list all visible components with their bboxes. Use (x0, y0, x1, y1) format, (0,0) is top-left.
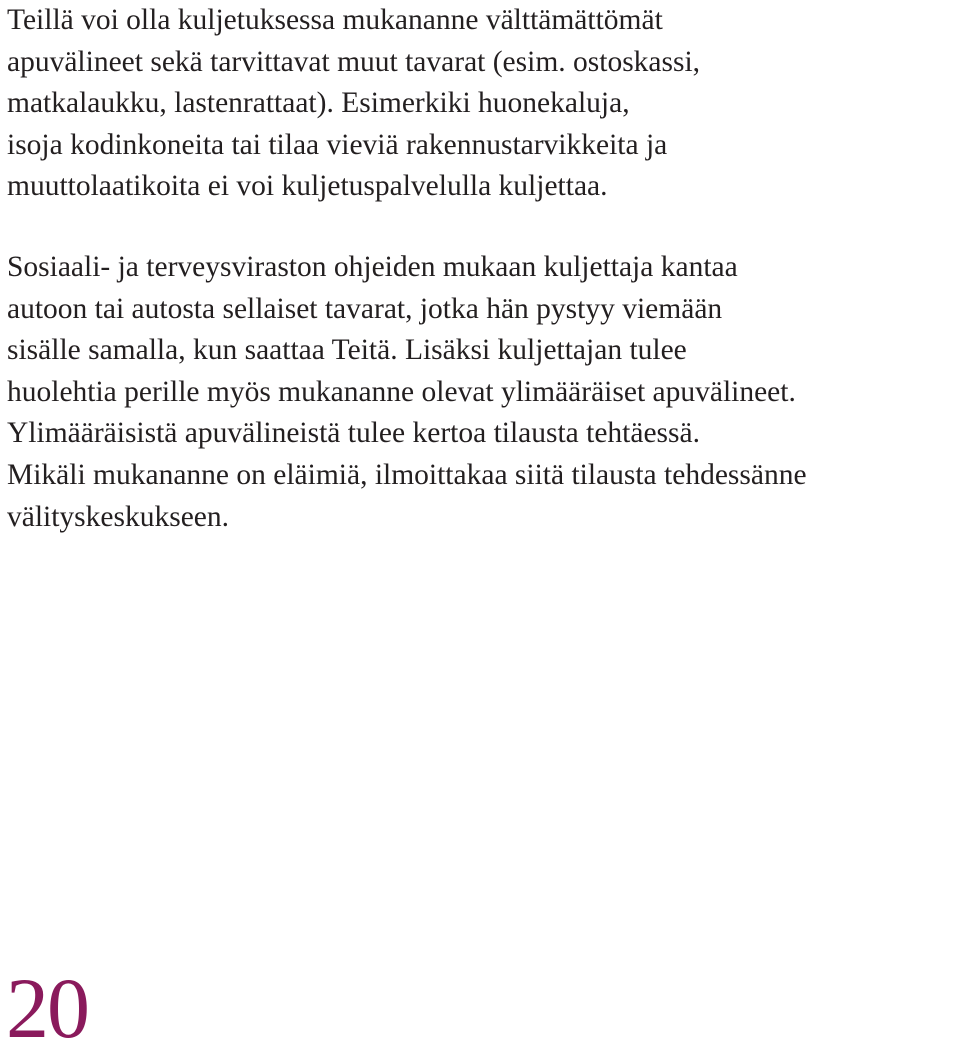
paragraph-line: Sosiaali- ja terveysviraston ohjeiden mukaan kuljettaja kantaa (7, 251, 738, 283)
paragraph-line: apuvälineet sekä tarvittavat muut tavarat (esim. ostoskassi, (7, 45, 701, 78)
paragraph-line: isoja kodinkoneita tai tilaa vieviä rakennustarvikkeita ja (7, 128, 668, 161)
paragraph-line: muuttolaatikoita ei voi kuljetuspalvelulla kuljettaa. (7, 170, 608, 203)
paragraph-line: matkalaukku, lastenrattaat). Esimerkiki huonekaluja, (7, 87, 630, 120)
paragraph-line: sisälle samalla, kun saattaa Teitä. Lisäksi kuljettajan tulee (7, 334, 687, 367)
page-number: 20 (6, 960, 88, 1043)
paragraph-line: välityskeskukseen. (7, 500, 230, 533)
paragraph-driver-instructions (7, 247, 959, 538)
paragraph-line: Teillä voi olla kuljetuksessa mukananne välttämättömät (7, 4, 663, 36)
paragraph-luggage-info (7, 0, 959, 208)
paragraph-line: autoon tai autosta sellaiset tavarat, jotka hän pystyy viemään (7, 292, 723, 325)
paragraph-line: Ylimääräisistä apuvälineistä tulee kertoa tilausta tehtäessä. (7, 417, 700, 450)
paragraph-line: huolehtia perille myös mukananne olevat ylimääräiset apuvälineet. (7, 375, 796, 408)
paragraph-line: Mikäli mukananne on eläimiä, ilmoittakaa siitä tilausta tehdessänne (7, 458, 807, 491)
